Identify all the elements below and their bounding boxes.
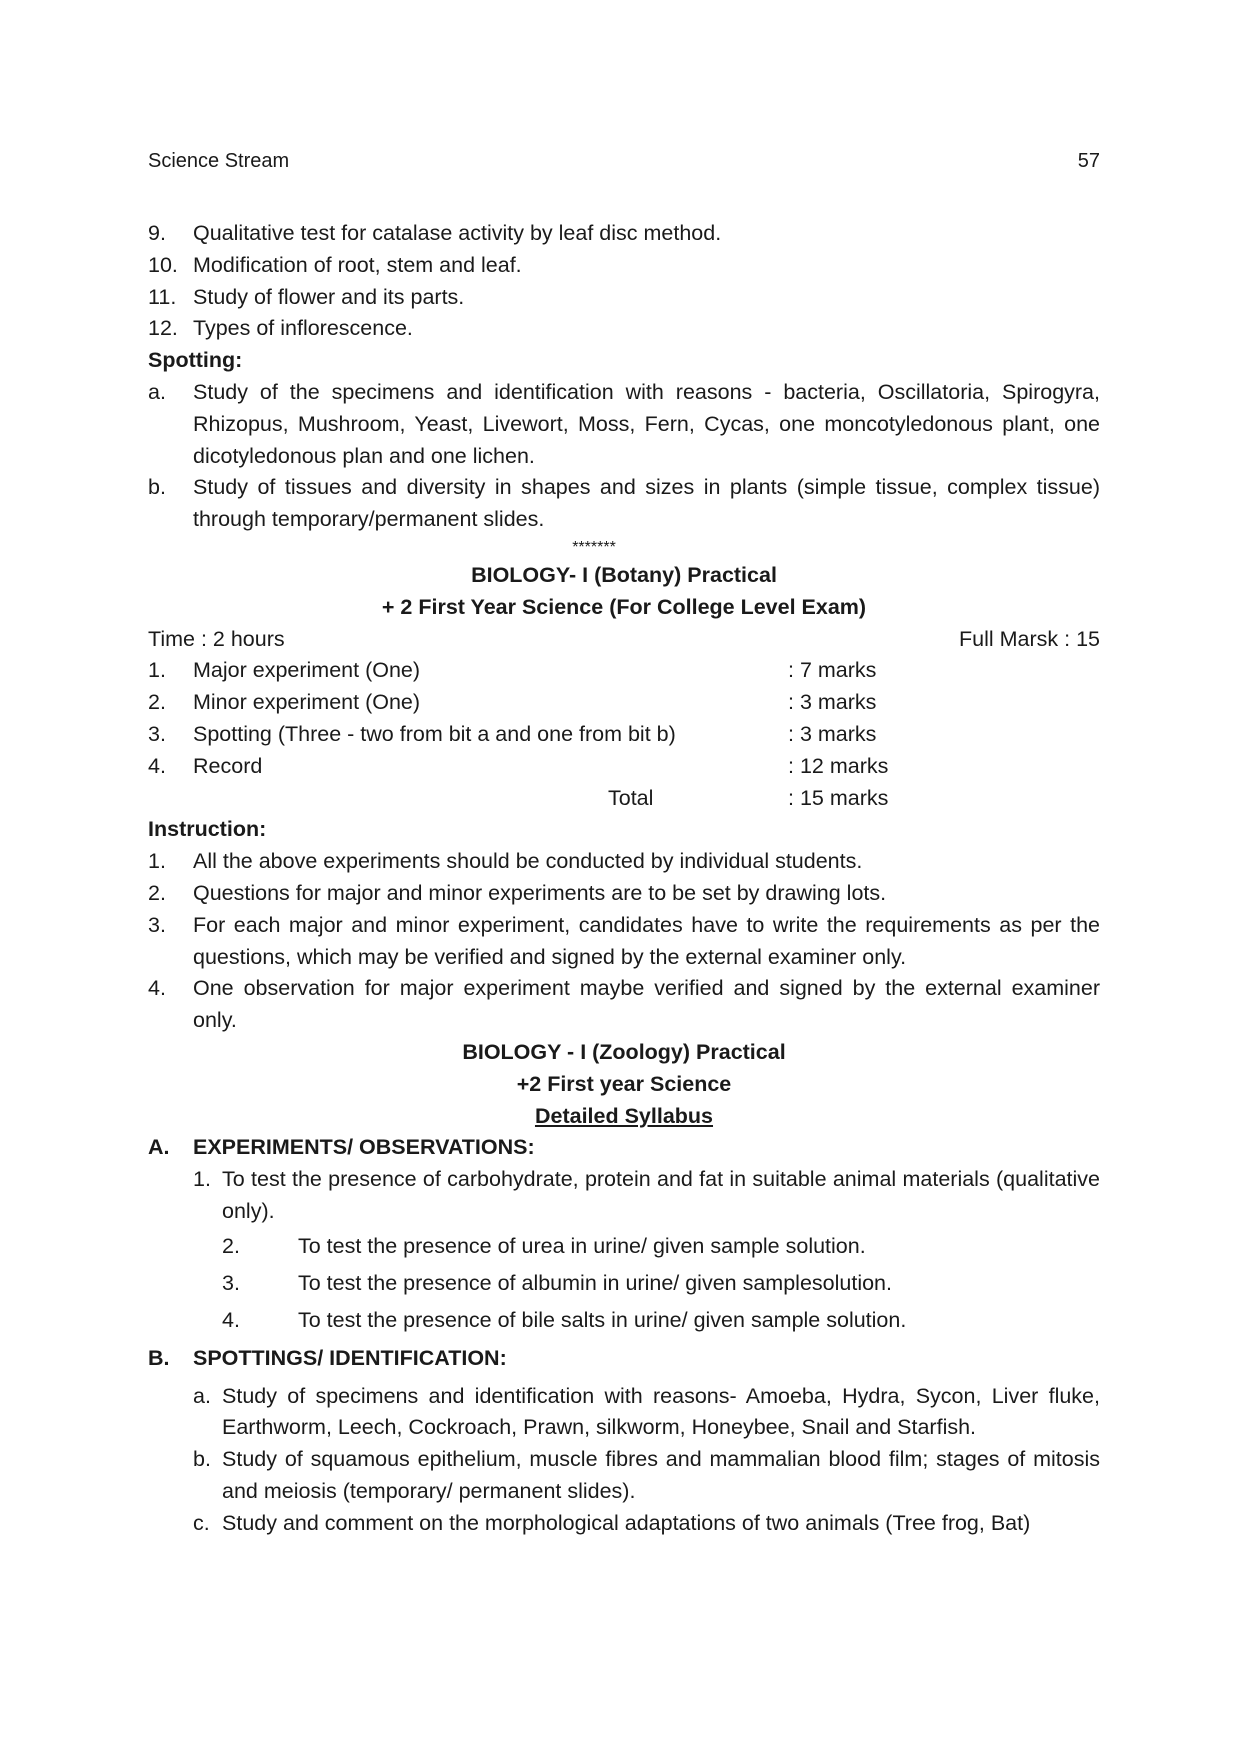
marks-number: 1. [148,658,166,683]
list-item [148,250,1100,282]
marks-label: Major experiment (One) [193,658,421,683]
marks-table [148,655,1100,814]
item-number: 2. [148,880,166,905]
item-text: To test the presence of carbohydrate, protein and fat in suitable animal materials (qualitative only). [222,1167,1100,1223]
marks-number: 3. [148,721,166,746]
exam-meta [148,624,1100,656]
list-item [148,846,1100,878]
item-number: 10. [148,252,178,277]
item-text: Study of flower and its parts. [193,284,465,309]
item-number: a. [193,1383,211,1408]
item-number: 1. [193,1167,211,1192]
marks-label: Record [193,753,263,778]
item-text: Modification of root, stem and leaf. [193,252,522,277]
list-item [148,1444,1100,1508]
item-text: All the above experiments should be conducted by individual students. [193,849,863,874]
item-number: 3. [222,1270,240,1295]
marks-label: Spotting (Three - two from bit a and one from bit b) [193,721,676,746]
marks-row [148,655,1100,687]
marks-value: : 12 marks [788,753,889,778]
exam-time: Time : 2 hours [148,626,285,651]
zoology-title: BIOLOGY - I (Zoology) Practical [462,1039,786,1064]
list-item [148,1228,1100,1265]
item-text: Study of specimens and identification with reasons- Amoeba, Hydra, Sycon, Liver fluke, Earthworm, Leech, Cockroach, Prawn, silkworm, Honeybee, Snail and Starfish. [222,1383,1100,1440]
section-b-heading [148,1343,1100,1375]
marks-row [148,751,1100,783]
syllabus-heading [148,1101,1100,1133]
item-text: One observation for major experiment maybe verified and signed by the external examiner only. [193,976,1100,1033]
list-item [148,973,1100,1037]
list-item [148,218,1100,250]
item-text: Questions for major and minor experiments are to be set by drawing lots. [193,880,887,905]
item-number: a. [148,379,166,404]
practical-list [148,218,1100,345]
section-a-label: A. [148,1135,170,1160]
item-number: 2. [222,1233,240,1258]
item-text: Study of tissues and diversity in shapes and sizes in plants (simple tissue, complex tissue) through temporary/permanent slides. [193,475,1100,532]
list-item [148,1508,1100,1540]
section-separator: ******* [572,538,616,556]
list-item [148,910,1100,974]
item-text: To test the presence of bile salts in urine/ given sample solution. [298,1307,907,1332]
item-text: Types of inflorescence. [193,316,413,341]
item-text: Study and comment on the morphological adaptations of two animals (Tree frog, Bat) [222,1510,1031,1535]
item-number: c. [193,1510,210,1535]
marks-row [148,687,1100,719]
zoology-subtitle: +2 First year Science [516,1071,732,1096]
item-number: 4. [148,976,166,1001]
item-number: b. [193,1447,211,1472]
item-number: 1. [148,849,166,874]
item-number: b. [148,475,166,500]
item-text: Qualitative test for catalase activity by leaf disc method. [193,221,722,245]
section-a-heading [148,1132,1100,1164]
list-item [148,313,1100,345]
page-number: 57 [1077,150,1100,172]
botany-subtitle: + 2 First Year Science (For College Level Exam) [381,594,867,619]
list-item [148,377,1100,472]
marks-total-row [148,783,1100,815]
marks-number: 2. [148,690,166,715]
section-b-label: B. [148,1345,170,1370]
marks-value: : 7 marks [788,658,877,683]
item-text: For each major and minor experiment, candidates have to write the requirements as per the questions, which may be verified and signed by the external examiner only. [193,912,1100,969]
item-number: 3. [148,912,166,937]
list-item [148,1164,1100,1228]
total-label: Total [608,785,654,810]
running-header: Science Stream [148,150,290,172]
list-item [148,472,1100,536]
marks-number: 4. [148,753,166,778]
instruction-heading: Instruction: [148,817,267,842]
item-text: Study of the specimens and identification with reasons - bacteria, Oscillatoria, Spirogyra, Rhizopus, Mushroom, Yeast, Livewort, Moss, Fern, Cycas, one moncotyledonous plant, one dicotyledonous plan and one lichen. [193,379,1100,468]
list-item [148,878,1100,910]
marks-label: Minor experiment (One) [193,690,421,715]
section-a-title: EXPERIMENTS/ OBSERVATIONS: [193,1135,535,1160]
item-number: 9. [148,221,166,245]
page-content [148,218,1100,1539]
item-text: To test the presence of urea in urine/ given sample solution. [298,1233,866,1258]
item-number: 4. [222,1307,240,1332]
item-text: To test the presence of albumin in urine/ given samplesolution. [298,1270,892,1295]
syllabus-heading-text: Detailed Syllabus [534,1103,714,1128]
list-item [148,1302,1100,1339]
item-number: 11. [148,284,177,309]
list-item [148,1265,1100,1302]
botany-title: BIOLOGY- I (Botany) Practical [471,562,777,587]
item-number: 12. [148,316,178,341]
list-item [148,1381,1100,1445]
total-value: : 15 marks [788,785,889,810]
item-text: Study of squamous epithelium, muscle fibres and mammalian blood film; stages of mitosis and meiosis (temporary/ permanent slides). [222,1447,1100,1503]
list-item [148,282,1100,314]
marks-row [148,719,1100,751]
full-marks: Full Marsk : 15 [959,626,1100,651]
spotting-heading: Spotting: [148,348,243,373]
section-b-title: SPOTTINGS/ IDENTIFICATION: [193,1345,507,1370]
marks-value: : 3 marks [788,690,877,715]
marks-value: : 3 marks [788,721,877,746]
